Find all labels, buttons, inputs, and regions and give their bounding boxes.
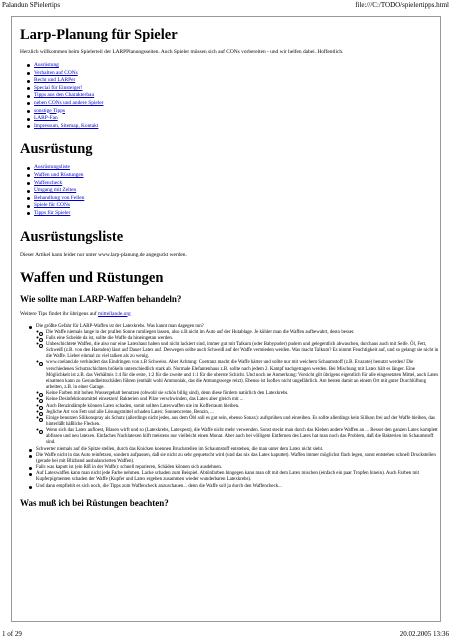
toc-link[interactable]: LARP-Fan <box>34 115 58 122</box>
toc-item <box>34 180 440 188</box>
toc-item <box>34 123 440 131</box>
list-item-text: Und dann empfiehlt es sich noch, die Tipps zum Waffencheck anzuschauen... denn die Waffe soll ja durch den Waffencheck... <box>36 483 282 489</box>
heading-larp-planung: Larp-Planung für Spieler <box>20 27 178 43</box>
document-content <box>20 24 440 509</box>
subheading-ruestungen: Was muß ich bei Rüstungen beachten? <box>20 497 169 508</box>
sub-list-item: ◦ www.coeland.de verhindert das Eindringen von z.B Schweiss. Aber Achtung: Coetranz macht die Waffe härter und sollte nur mit weichem Schaumstoff (z.B. Evazote) benutzt werden! Die verschiedenen Schutzschichten brökeln unterschiedlich stark ab. Normale Elefantenhaus z.B. sollte nach jedem 2. Kampf nachgetragen werden. Bei Mischung mit Latex hält es länger. Eine Möglichkeit ist z.B. das Verhältnis 1:4 für die erste, 1:2 für die zweite und 1:1 für die oberste Schicht. Und noch ne Anmerkung: Vorsicht gilt übrigens eigentlich für alle eingesetzten Mittel, auch Latex einatmen kann zu Gesundheitsschäden führen (enthält wohl Ammoniak, das die Atmungswege reizt). Ebenso ist Isoflex nicht ungefährlich. Am besten damit an einem Ort mit guter Durchlüftung arbeiten, z.B. in einer Garage. <box>46 360 440 391</box>
toc-link[interactable]: Spiele für CONs <box>34 202 70 209</box>
subheading-waffen-behandeln: Wie sollte man LARP-Waffen behandeln? <box>20 293 182 304</box>
header-url: file:///C:/TODO/spielertipps.html <box>355 1 449 9</box>
list-item-text: Die Waffe nicht in das Auto reinfetzen, sondern aufpassen, daß sie nicht zu sehr gequetscht wird (und das nix das Latex kaputtet). Waffen immer möglichst flach legen, sonst entstehen schnell Druckstellen (gerade bei mit Blizband ausbalancierten Waffen). <box>36 452 436 464</box>
waffen-tips-list <box>20 324 440 490</box>
list-item <box>36 484 440 490</box>
header-title: Palandun SPielertips <box>2 1 61 9</box>
mittellande-link[interactable]: mittellande.org <box>98 310 131 317</box>
toc-item <box>34 164 440 172</box>
toc-item <box>34 187 440 195</box>
toc-link[interactable]: Tipps für Spieler <box>34 209 71 216</box>
sub-list-item: ◦ Die Waffe niemals lange in der prallen Sonne rumliegen lassen, also z.B.nicht im Auto auf der Hutablage. Je kühler man die Waffen aufbewahrt, desto besser. <box>46 330 440 336</box>
list-item-text: Schwerter niemals auf die Spitze stellen, durch das Knicken koennen Bruchstellen im Schaumstoff entstehen, die man unter dem Latex nicht sieht. <box>36 446 324 452</box>
sub-list-item: ◦ Keine Farben mit hohen Wassergehalt benutzen (obwohl sie schön billig sind), denn diese fördern natürlich den Latexkrebs. <box>46 391 440 397</box>
toc-item <box>34 195 440 203</box>
heading-waffen: Waffen und Rüstungen <box>20 269 164 286</box>
toc-link[interactable]: Impressum, Sitemap, Kontakt <box>34 122 99 129</box>
more-tips-prefix: Weitere Tips findet ihr übrigens auf <box>20 310 97 317</box>
heading-ausruestungsliste: Ausrüstungsliste <box>20 228 124 245</box>
toc-item <box>34 108 440 116</box>
toc-item <box>34 62 440 70</box>
footer-date: 20.02.2005 13:36 <box>399 630 449 638</box>
toc-main <box>20 62 440 130</box>
list-item-text: Auf Latexwaffen kann man nicht jede Farbe nehmen. Lacke schaden zum Beispiel. Abtönfarben hingegen kann man oft mit dem Latex mischen (einfach ein paar Tropfen hinein). Auch Farben mit Kupferpigmenten schaden der Waffe (Kupfer und Latex ergeben zusammen wieder wunderbaren Latexkrebs). <box>36 471 420 483</box>
toc-link[interactable]: Verhalten auf CONs <box>34 69 78 76</box>
footer-page: 1 of 29 <box>2 630 22 638</box>
more-tips <box>20 311 440 318</box>
list-item-text: Die größte Gefahr für LARP-Waffen ist der Latexkrebs. Was kannt man dagegen tun? <box>36 323 204 329</box>
toc-item <box>34 172 440 180</box>
toc-link[interactable]: Behandlung von Fellen <box>34 194 85 201</box>
sub-list-item: ◦ Einige benutzen Silikonspray als Schutz (allerdings nicht jedes, aus dem Öbl soll es gut sein, ebenso Sonax): aufsprühen und einreiben. Es sollte allerdings kein Silikon frei auf der Waffe bleiben, das hinterläßt häßliche Flecken. <box>46 416 440 428</box>
toc-item <box>34 202 440 210</box>
sub-list-item: ◦ Wenn sich das Latex aufloest, Blasen wirft und so (Latexkrebs, Latexpest), die Waffe nicht mehr verwenden. Sonst steckt man durch das Kleben andere Waffen an ... Besser den ganzen Latex komplett abfissen und neu latexen. Einfaches Nachlatexen hilft meistens nur vielleicht einen Monat. Aber auch bei völligem Entfernen des Latex hat man noch das Problem, daß die Bakterien im Schaumstoff sind. <box>46 428 440 446</box>
toc-item <box>34 100 440 108</box>
print-footer <box>0 630 452 638</box>
sub-list-item: ◦ Jegliche Art von Fett und alle Lösungsmittel schaden Latex: Sonnencreme, Benzin, ... <box>46 410 440 416</box>
heading-ausruestung: Ausrüstung <box>20 141 93 158</box>
sub-list-item: ◦ Keine Desinfektionsmittel einsetzen! Bakterien und Pilze verschwinden, das Latex aber gleich mit ... <box>46 397 440 403</box>
sub-list-item: ◦ Unbeschichtete Waffen, die also nur eine Latexhaut haben und nicht lackiert sind, immer gut mit Talkum (oder Babypuder) pudern und gelegentlich abwaschen, durchaus auch mit Seife. Öl, Fett, Schweiß (z.B. von den Haenden) lässt auf Dauer Latex auf. Deswegen sollte auch Schweiß auf der Waffe vermieden werden. Was macht Talkum? Es nimmt Feuchtigkeit auf, und so gelangt sie nicht in die Waffe. Lieber einmal zu viel talken als zu wenig. <box>46 342 440 360</box>
ausruestungsliste-text: Dieser Artikel kann leider nur unter www.larp-planung.de angeguckt werden. <box>20 251 187 258</box>
list-item-text: Falls was kaputt ist (ein Riß in der Waffe): schnell reparieren, Schäden können sich ausdehnen. <box>36 465 223 471</box>
toc-link[interactable]: Umgang mit Zelten <box>34 187 77 194</box>
toc-link[interactable]: sonstige Tipps <box>34 107 66 114</box>
toc-link[interactable]: Waffencheck <box>34 179 63 186</box>
toc-ausruestung <box>20 164 440 217</box>
sub-list-item: ◦ Falls eine Scheide da ist, sollte die Waffe da hineingetan werden. <box>46 336 440 342</box>
toc-item <box>34 92 440 100</box>
list-item <box>36 324 440 447</box>
list-item <box>36 471 440 483</box>
toc-link[interactable]: Tipps aus den Charakterbau <box>34 92 95 99</box>
toc-link[interactable]: Special für Einsteiger! <box>34 84 83 91</box>
sub-list <box>36 330 440 447</box>
toc-link[interactable]: Recht und LARPer <box>34 77 76 84</box>
toc-link[interactable]: Waffen und Rüstungen <box>34 171 84 178</box>
toc-item <box>34 115 440 123</box>
toc-link[interactable]: neben CONs und andere Spieler <box>34 99 104 106</box>
toc-link[interactable]: Ausrüstungsliste <box>34 164 70 171</box>
toc-item <box>34 210 440 218</box>
list-item <box>36 453 440 465</box>
toc-item <box>34 77 440 85</box>
toc-item <box>34 70 440 78</box>
sub-list-item: ◦ Auch Benzindämpfe können Latex schaden, somit sollten Latexwaffen nie im Kofferraum bleiben. <box>46 404 440 410</box>
intro-text: Herzlich willkommen beim Spielerteil der LARPPlanungsseiten. Auch Spieler müssen sich auf CONs vorbereiten - und wir helfen dabei. Hoffentlich. <box>20 49 344 55</box>
print-header <box>0 0 452 12</box>
toc-link[interactable]: Ausrüstung <box>34 62 59 68</box>
toc-item <box>34 85 440 93</box>
